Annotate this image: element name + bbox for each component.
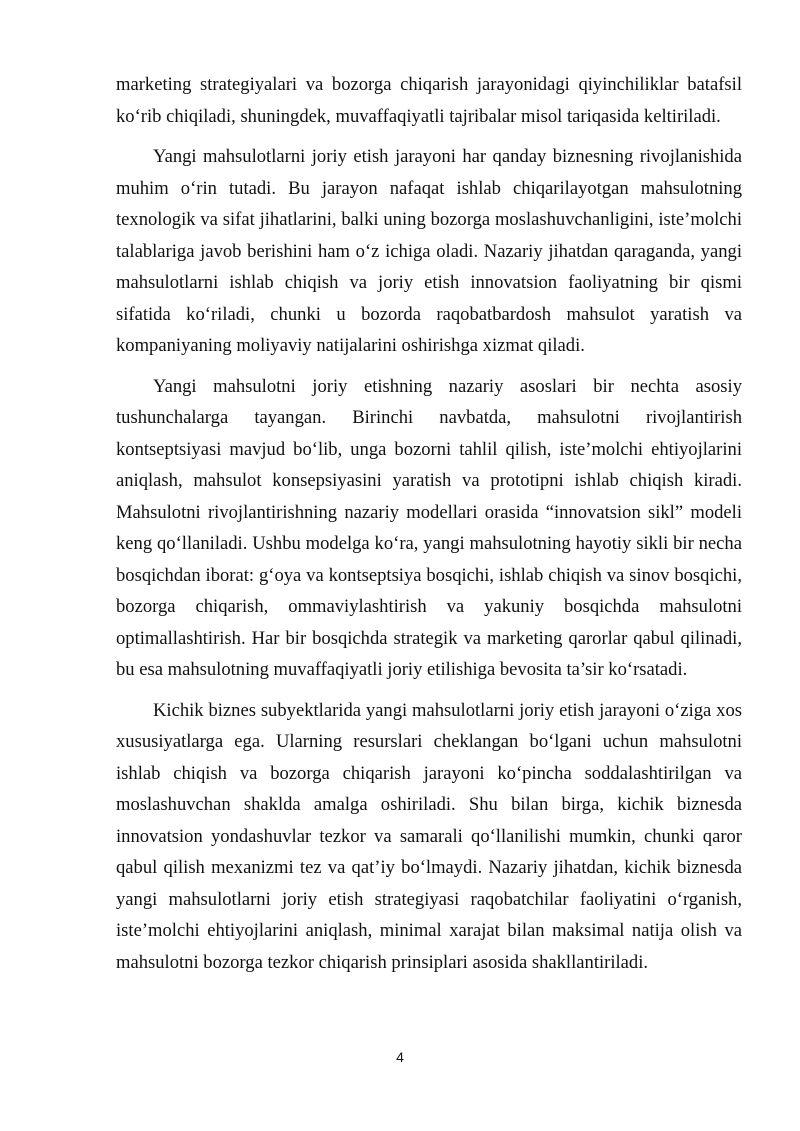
page-number: 4	[396, 1049, 404, 1065]
paragraph-continuation: marketing strategiyalari va bozorga chiqarish jarayonidagi qiyinchiliklar batafsil ko‘rib chiqiladi, shuningdek, muvaffaqiyatli tajribalar misol tariqasida keltiriladi.	[116, 74, 742, 127]
paragraph-theoretical-foundations: Yangi mahsulotni joriy etishning nazariy asoslari bir nechta asosiy tushunchalarga tayangan. Birinchi navbatda, mahsulotni rivojlantirish kontseptsiyasi mavjud bo‘lib, unga bozorni tahlil qilish, iste’molchi ehtiyojlarini aniqlash, mahsulot konsepsiyasini yaratish va prototipni ishlab chiqish kiradi. Mahsulotni rivojlantirishning nazariy modellari orasida “innovatsion sikl” modeli keng qo‘llaniladi. Ushbu modelga ko‘ra, yangi mahsulotning hayotiy sikli bir necha bosqichdan iborat: g‘oya va kontseptsiya bosqichi, ishlab chiqish va sinov bosqichi, bozorga chiqarish, ommaviylashtirish va yakuniy bosqichda mahsulotni optimallashtirish. Har bir bosqichda strategik va marketing qarorlar qabul qilinadi, bu esa mahsulotning muvaffaqiyatli joriy etilishiga bevosita ta’sir ko‘rsatadi.	[116, 375, 742, 680]
paragraph-new-products-process: Yangi mahsulotlarni joriy etish jarayoni har qanday biznesning rivojlanishida muhim o‘rin tutadi. Bu jarayon nafaqat ishlab chiqarilayotgan mahsulotning texnologik va sifat jihatlarini, balki uning bozorga moslashuvchanligini, iste’molchi talablariga javob berishini ham o‘z ichiga oladi. Nazariy jihatdan qaraganda, yangi mahsulotlarni ishlab chiqish va joriy etish innovatsion faoliyatning bir qismi sifatida ko‘riladi, chunki u bozorda raqobatbardosh mahsulot yaratish va kompaniyaning moliyaviy natijalarini oshirishga xizmat qiladi.	[116, 146, 742, 356]
paragraph-small-business: Kichik biznes subyektlarida yangi mahsulotlarni joriy etish jarayoni o‘ziga xos xususiyatlarga ega. Ularning resurslari cheklangan bo‘lgani uchun mahsulotni ishlab chiqish va bozorga chiqarish jarayoni ko‘pincha soddalashtirilgan va moslashuvchan shaklda amalga oshiriladi. Shu bilan birga, kichik biznesda innovatsion yondashuvlar tezkor va samarali qo‘llanilishi mumkin, chunki qaror qabul qilish mexanizmi tez va qat’iy bo‘lmaydi. Nazariy jihatdan, kichik biznesda yangi mahsulotlarni joriy etish strategiyasi raqobatchilar faoliyatini o‘rganish, iste’molchi ehtiyojlarini aniqlash, minimal xarajat bilan maksimal natija olish va mahsulotni bozorga tezkor chiqarish prinsiplari asosida shakllantiriladi.	[116, 699, 742, 973]
